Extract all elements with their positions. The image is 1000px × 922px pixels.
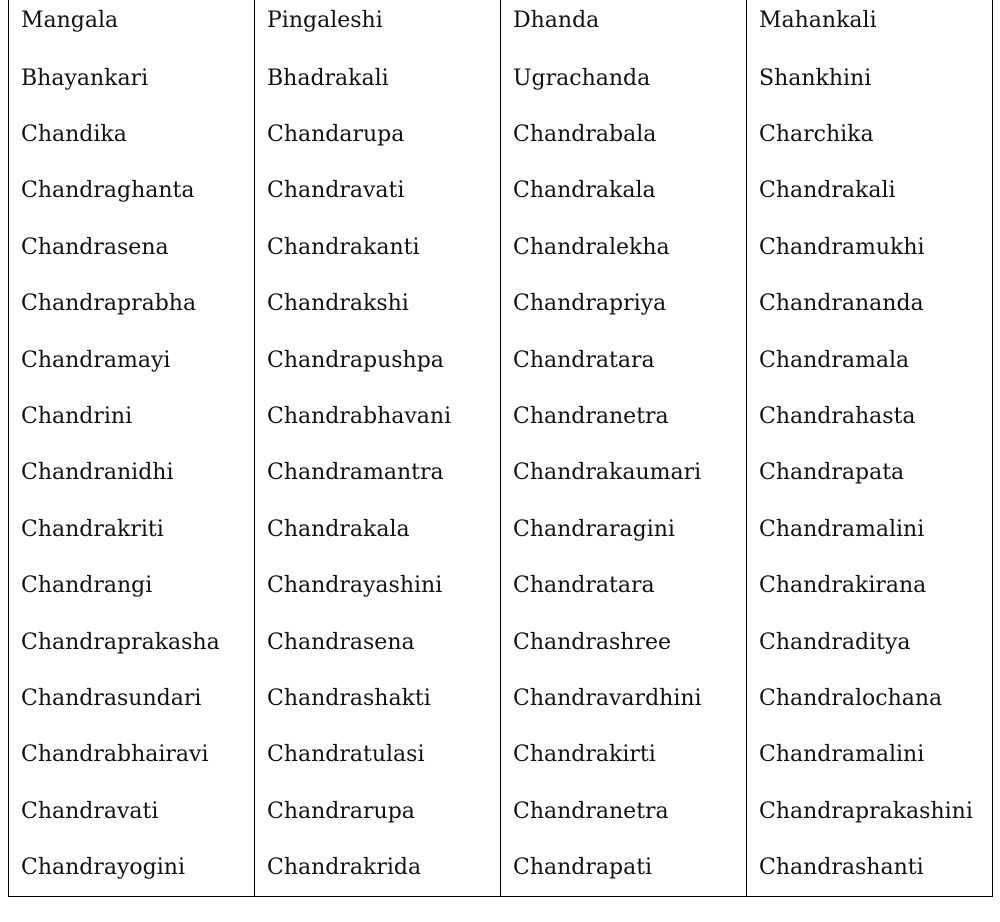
table-cell: Chandrakala	[255, 501, 501, 557]
table-cell: Chandravati	[9, 783, 255, 839]
table-cell: Chandraprakashini	[747, 783, 993, 839]
table-cell: Chandrashree	[501, 614, 747, 670]
table-row	[9, 106, 993, 162]
table-cell: Chandratulasi	[255, 727, 501, 783]
table-cell: Chandrakrida	[255, 839, 501, 896]
table-cell: Chandrashanti	[747, 839, 993, 896]
table-header-row	[9, 0, 993, 50]
table-cell: Chandraghanta	[9, 163, 255, 219]
table-cell: Ugrachanda	[501, 50, 747, 106]
table-row	[9, 839, 993, 896]
table-cell: Chandrayogini	[9, 839, 255, 896]
table-cell: Chandramala	[747, 332, 993, 388]
table-row	[9, 276, 993, 332]
table-row	[9, 501, 993, 557]
table-cell: Chandrasundari	[9, 670, 255, 726]
table-cell: Chandramukhi	[747, 219, 993, 275]
table-row	[9, 727, 993, 783]
table-cell: Chandrabhavani	[255, 388, 501, 444]
table-cell: Chandravati	[255, 163, 501, 219]
table-cell: Chandrabhairavi	[9, 727, 255, 783]
table-cell: Chandravardhini	[501, 670, 747, 726]
table-cell: Bhayankari	[9, 50, 255, 106]
table-cell: Chandrapati	[501, 839, 747, 896]
table-cell: Chandraprabha	[9, 276, 255, 332]
table-cell: Chandraprakasha	[9, 614, 255, 670]
table-row	[9, 558, 993, 614]
table-cell: Chandramalini	[747, 727, 993, 783]
table-cell: Chandrapriya	[501, 276, 747, 332]
table-cell: Charchika	[747, 106, 993, 162]
table-cell: Chandranetra	[501, 783, 747, 839]
table-cell: Chandrasena	[9, 219, 255, 275]
table-cell: Chandrakirti	[501, 727, 747, 783]
table-cell: Chandrakali	[747, 163, 993, 219]
table-cell: Chandrakirana	[747, 558, 993, 614]
table-cell: Bhadrakali	[255, 50, 501, 106]
column-header: Mangala	[9, 0, 255, 50]
table-row	[9, 614, 993, 670]
table-cell: Chandrakala	[501, 163, 747, 219]
table-cell: Chandrakriti	[9, 501, 255, 557]
table-cell: Chandrabala	[501, 106, 747, 162]
table-cell: Chandramalini	[747, 501, 993, 557]
table-cell: Chandrashakti	[255, 670, 501, 726]
table-row	[9, 332, 993, 388]
table-cell: Chandrakshi	[255, 276, 501, 332]
column-header: Pingaleshi	[255, 0, 501, 50]
table-cell: Shankhini	[747, 50, 993, 106]
table-row	[9, 219, 993, 275]
table-cell: Chandrahasta	[747, 388, 993, 444]
table-cell: Chandrayashini	[255, 558, 501, 614]
table-cell: Chandrakanti	[255, 219, 501, 275]
table-cell: Chandrapata	[747, 445, 993, 501]
column-header: Dhanda	[501, 0, 747, 50]
column-header: Mahankali	[747, 0, 993, 50]
table-row	[9, 50, 993, 106]
table-cell: Chandranidhi	[9, 445, 255, 501]
table-cell: Chandrarupa	[255, 783, 501, 839]
table-cell: Chandratara	[501, 332, 747, 388]
table-body	[9, 0, 993, 896]
table-cell: Chandrananda	[747, 276, 993, 332]
table-cell: Chandarupa	[255, 106, 501, 162]
names-table	[8, 0, 993, 897]
table-cell: Chandralochana	[747, 670, 993, 726]
table-cell: Chandramantra	[255, 445, 501, 501]
table-cell: Chandratara	[501, 558, 747, 614]
table-cell: Chandraragini	[501, 501, 747, 557]
table-row	[9, 670, 993, 726]
table-cell: Chandrakaumari	[501, 445, 747, 501]
table-cell: Chandrasena	[255, 614, 501, 670]
table-cell: Chandrapushpa	[255, 332, 501, 388]
table-row	[9, 445, 993, 501]
table-row	[9, 783, 993, 839]
table-row	[9, 163, 993, 219]
table-cell: Chandralekha	[501, 219, 747, 275]
table-cell: Chandranetra	[501, 388, 747, 444]
table-cell: Chandrini	[9, 388, 255, 444]
table-row	[9, 388, 993, 444]
table-cell: Chandrangi	[9, 558, 255, 614]
table-cell: Chandika	[9, 106, 255, 162]
table-cell: Chandraditya	[747, 614, 993, 670]
table-cell: Chandramayi	[9, 332, 255, 388]
